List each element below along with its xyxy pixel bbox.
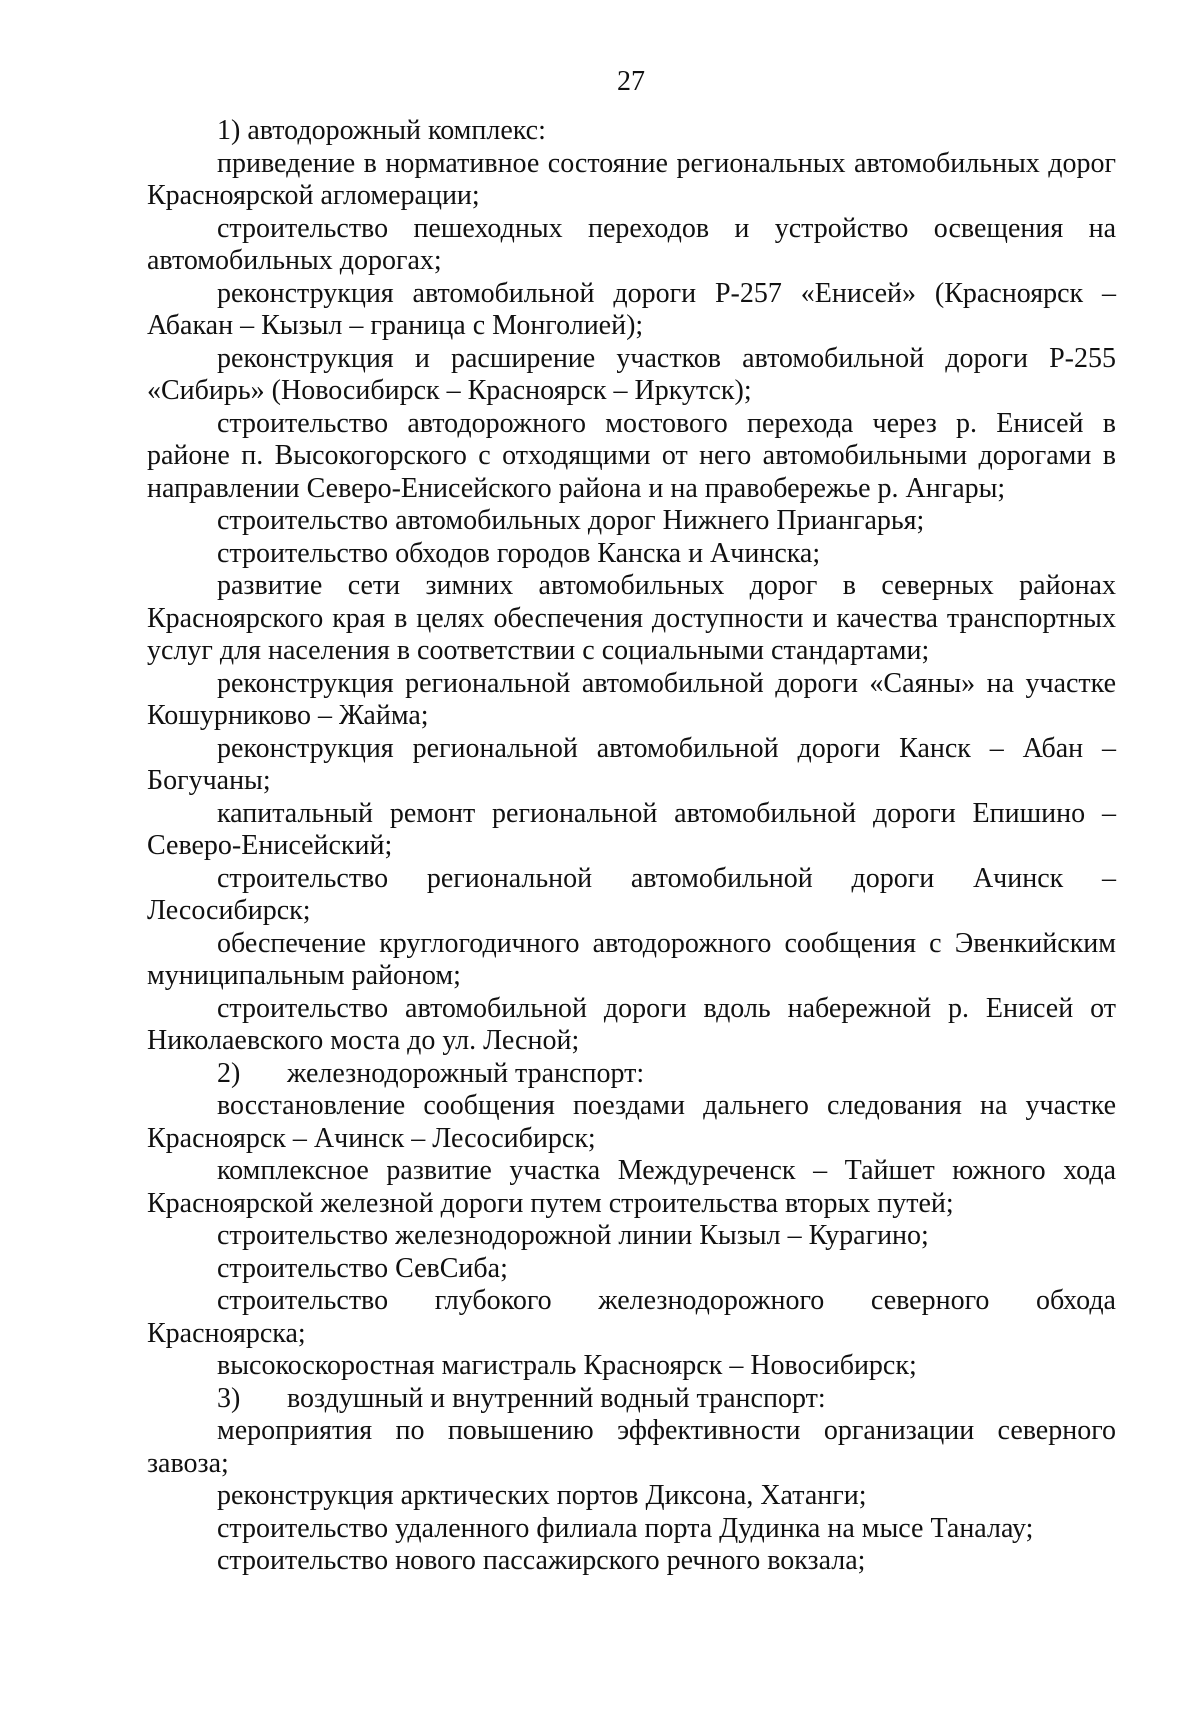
section-number: 1): [217, 115, 241, 146]
list-item: капитальный ремонт региональной автомобильной дороги Епишино – Северо-Енисейский;: [147, 797, 1116, 861]
list-item: реконструкция автомобильной дороги Р-257 «Енисей» (Красноярск – Абакан – Кызыл – граница с Монголией);: [147, 277, 1116, 341]
section-heading: [147, 1383, 1116, 1416]
list-item: комплексное развитие участка Междуреченск – Тайшет южного хода Красноярской железной дороги путем строительства вторых путей;: [147, 1155, 1116, 1219]
list-item: строительство региональной автомобильной дороги Ачинск – Лесосибирск;: [147, 862, 1116, 926]
list-item: строительство обходов городов Канска и Ачинска;: [217, 537, 821, 569]
list-item: строительство автомобильных дорог Нижнего Приангарья;: [217, 505, 925, 536]
section-heading: [147, 1058, 1116, 1091]
list-item: реконструкция региональной автомобильной дороги «Саяны» на участке Кошурниково – Жайма;: [147, 667, 1116, 731]
list-item: строительство железнодорожной линии Кызыл – Курагино;: [217, 1220, 929, 1251]
section-title: воздушный и внутренний водный транспорт:: [287, 1382, 826, 1414]
section-railway: [147, 1058, 1116, 1383]
list-item: строительство пешеходных переходов и устройство освещения на автомобильных дорогах;: [147, 212, 1116, 276]
list-item: строительство автодорожного мостового перехода через р. Енисей в районе п. Высокогорского с отходящими от него автомобильными дорогами в направлении Северо-Енисейского района и на правобережье р. Ангары;: [147, 407, 1116, 504]
list-item: высокоскоростная магистраль Красноярск – Новосибирск;: [217, 1350, 917, 1381]
section-air-water: [147, 1383, 1116, 1578]
section-number: 2): [217, 1057, 241, 1089]
section-title: автодорожный комплекс:: [247, 115, 546, 146]
list-item: строительство глубокого железнодорожного северного обхода Красноярска;: [147, 1285, 1116, 1349]
section-heading: [147, 115, 1116, 148]
list-item: реконструкция региональной автомобильной дороги Канск – Абан – Богучаны;: [147, 732, 1116, 796]
list-item: восстановление сообщения поездами дальнего следования на участке Красноярск – Ачинск – Лесосибирск;: [147, 1090, 1116, 1154]
section-number: 3): [217, 1382, 241, 1414]
list-item: реконструкция арктических портов Диксона, Хатанги;: [217, 1480, 867, 1511]
list-item: строительство удаленного филиала порта Дудинка на мысе Таналау;: [217, 1512, 1034, 1544]
page-number: 27: [617, 66, 645, 97]
list-item: обеспечение круглогодичного автодорожного сообщения с Эвенкийским муниципальным районом;: [147, 927, 1116, 991]
page-content: [147, 115, 1116, 1578]
list-item: реконструкция и расширение участков автомобильной дороги Р-255 «Сибирь» (Новосибирск – Красноярск – Иркутск);: [147, 342, 1116, 406]
list-item: приведение в нормативное состояние региональных автомобильных дорог Красноярской агломерации;: [147, 147, 1116, 211]
list-item: мероприятия по повышению эффективности организации северного завоза;: [147, 1415, 1116, 1479]
list-item: строительство СевСиба;: [217, 1252, 508, 1284]
list-item: строительство автомобильной дороги вдоль набережной р. Енисей от Николаевского моста до ул. Лесной;: [147, 992, 1116, 1056]
list-item: развитие сети зимних автомобильных дорог в северных районах Красноярского края в целях обеспечения доступности и качества транспортных услуг для населения в соответствии с социальными стандартами;: [147, 570, 1116, 666]
section-title: железнодорожный транспорт:: [287, 1057, 645, 1089]
list-item: строительство нового пассажирского речного вокзала;: [217, 1545, 866, 1576]
section-road-complex: [147, 115, 1116, 1058]
